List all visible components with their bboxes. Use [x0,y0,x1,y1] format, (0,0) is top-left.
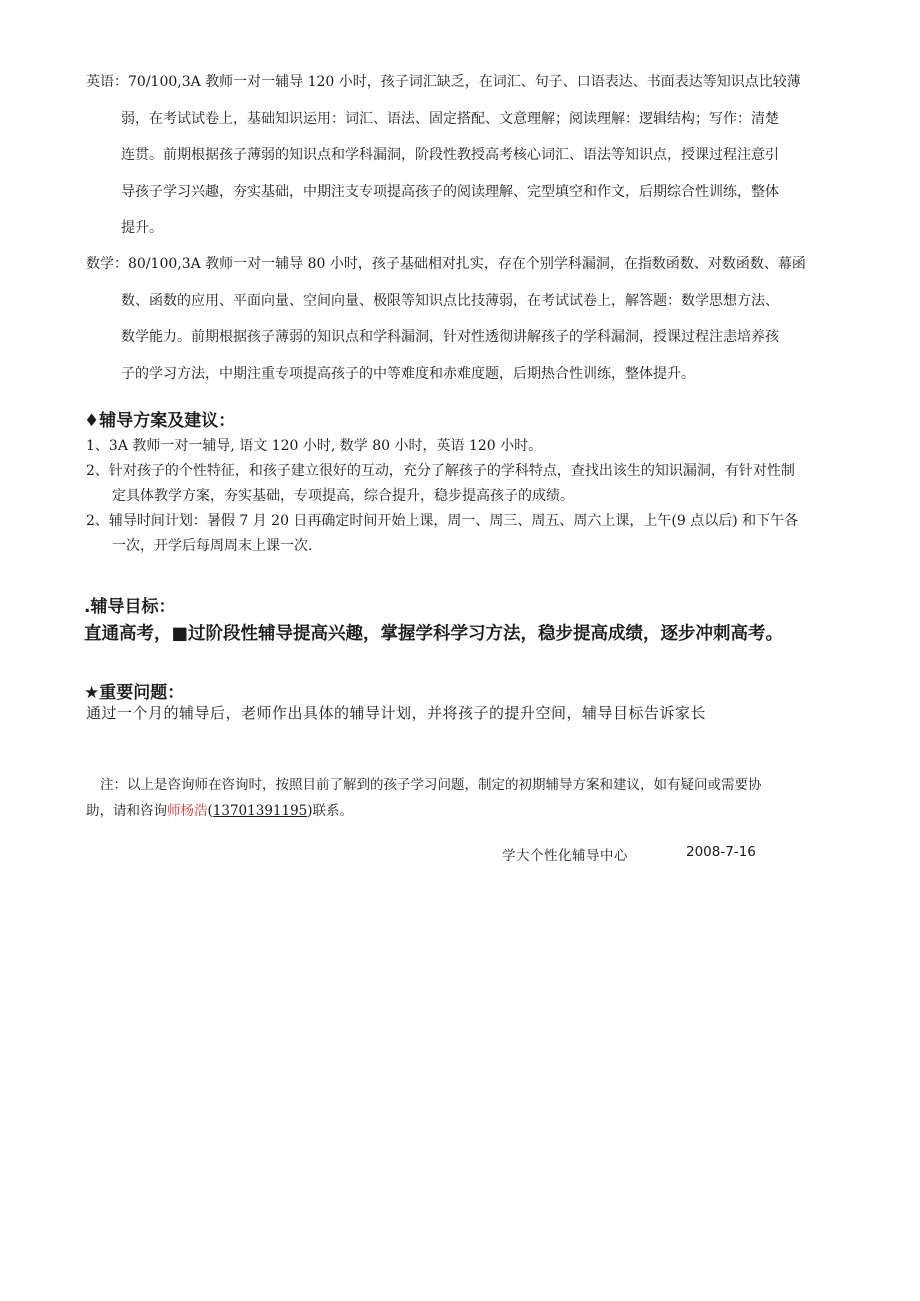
english-line-1: 英语：70/100,3A 教师一对一辅导 120 小时，孩子词汇缺乏，在词汇、句子、口语表达、书面表达等知识点比较薄 [86,74,801,90]
goal-heading: .辅导目标： [84,597,176,617]
footer-organization: 学大个性化辅导中心 [502,848,628,864]
english-line-5: 提升。 [121,220,163,236]
plan-item-2: 2、针对孩子的个性特征，和孩子建立很好的互动，充分了解孩子的学科特点，查找出该生的知识漏洞，有针对性制 定具体教学方案，夯实基础，专项提高，综合提升，稳步提高孩子的成绩。 [86,463,795,504]
math-line-3: 数学能力。前期根据孩子薄弱的知识点和学科漏洞，针对性透彻讲解孩子的学科漏洞，授课过程注恚培养孩 [121,329,779,345]
issue-text: 通过一个月的辅导后，老师作出具体的辅导计划，并将孩子的提升空间，辅导目标告诉家长 [86,704,707,722]
footer-date: 2008-7-16 [686,844,756,860]
math-label: 数学： [86,256,128,272]
plan-heading: ♦辅导方案及建议： [84,411,236,431]
english-label: 英语： [86,74,128,90]
consultant-note [86,772,876,824]
note-line-2: 助，请和咨询师杨浩(13701391195)联系。 [86,803,354,819]
english-assessment [86,64,874,247]
math-line-4: 子的学习方法，中期注重专项提高孩子的中等难度和赤难度题，后期热合性训练，整体提升。 [121,365,695,382]
plan-item-3: 2、辅导时间计划：暑假 7 月 20 日再确定时间开始上课，周一、周三、周五、周六上课，上午(9 点以后) 和下午各 一次，开学后每周周末上课一次. [86,513,799,554]
consultant-name: 师杨浩 [167,803,208,819]
math-line-1: 数学：80/100,3A 教师一对一辅导 80 小时，孩子基础相对扎实，存在个别学科漏洞，在指数函数、对数函数、幕函 [86,256,806,272]
goal-text: 直通高考，■过阶段性辅导提高兴趣，掌握学科学习方法，稳步提高成绩，逐步冲刺高考。 [84,624,784,644]
math-line-2: 数、函数的应用、平面向量、空间向量、极限等知识点比技薄弱，在考试试卷上，解答题：数学思想方法、 [121,292,779,309]
note-line-1: 注：以上是咨询师在咨询时，按照目前了解到的孩子学习问题，制定的初期辅导方案和建议，如有疑问或需要协 [100,777,762,793]
issue-heading: ★重要问题： [84,683,185,703]
consultant-phone: 13701391195 [212,803,308,819]
math-assessment [86,246,874,392]
plan-item-1: 1、3A 教师一对一辅导, 语文 120 小时, 数学 80 小时，英语 120 小时。 [86,438,543,454]
english-line-4: 导孩子学习兴趣，夯实基础，中期注支专项提高孩子的阅读理解、完型填空和作文，后期综合性训练，整体 [121,183,779,200]
english-line-2: 弱，在考试试卷上，基础知识运用：词汇、语法、固定搭配、文意理解；阅读理解：逻辑结构；写作：清楚 [121,110,779,127]
english-line-3: 连贯。前期根据孩子薄弱的知识点和学科漏洞，阶段性教授高考核心词汇、语法等知识点，授课过程注意引 [121,147,779,163]
